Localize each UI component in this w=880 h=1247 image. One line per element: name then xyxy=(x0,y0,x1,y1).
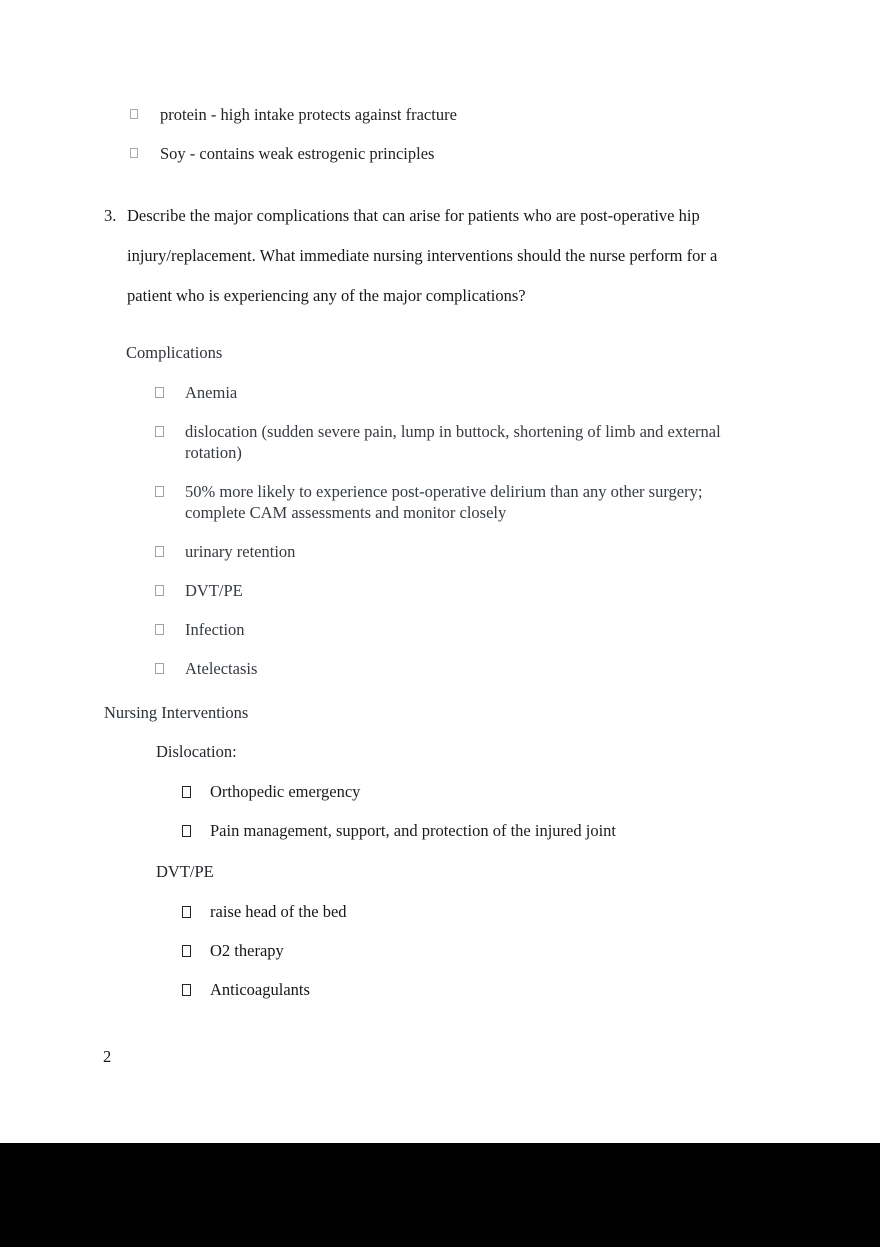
question-text: Describe the major complications that can arise for patients who are post-operative hip injury/replacement. What immediate nursing interventions should the nurse perform for a patient who is experiencing any of the major complications? xyxy=(127,206,718,305)
list-item xyxy=(155,481,767,523)
page-number: 2 xyxy=(103,1047,112,1066)
bullet-square-icon xyxy=(182,945,191,957)
list-item xyxy=(155,382,767,403)
list-item-text: Pain management, support, and protection of the injured joint xyxy=(210,821,616,840)
dvt-pe-subheading: DVT/PE xyxy=(156,862,214,881)
complications-heading: Complications xyxy=(126,343,223,362)
intro-bullet-list xyxy=(130,104,457,182)
bullet-square-icon xyxy=(155,387,164,398)
list-item-text: O2 therapy xyxy=(210,941,284,960)
list-item xyxy=(155,658,767,679)
list-item xyxy=(155,421,767,463)
list-item-text: Atelectasis xyxy=(185,659,258,678)
complications-bullet-list xyxy=(155,382,767,697)
bullet-square-icon xyxy=(182,984,191,996)
list-item xyxy=(182,820,616,841)
list-item xyxy=(155,580,767,601)
list-item-text: DVT/PE xyxy=(185,581,243,600)
bullet-square-icon xyxy=(182,825,191,837)
question-3 xyxy=(104,196,747,316)
question-number: 3. xyxy=(104,206,117,225)
list-item xyxy=(182,901,347,922)
dislocation-subheading: Dislocation: xyxy=(156,742,237,761)
bullet-square-icon xyxy=(182,906,191,918)
bullet-square-icon xyxy=(155,486,164,497)
list-item-text: Anemia xyxy=(185,383,238,402)
list-item xyxy=(130,104,457,125)
bullet-square-icon xyxy=(155,585,164,596)
list-item xyxy=(130,143,457,164)
bullet-square-icon xyxy=(155,426,164,437)
bullet-square-icon xyxy=(182,786,191,798)
list-item xyxy=(182,781,616,802)
bullet-square-icon xyxy=(155,624,164,635)
list-item-text: Anticoagulants xyxy=(210,980,310,999)
list-item-text: protein - high intake protects against fracture xyxy=(160,105,457,124)
list-item-text: urinary retention xyxy=(185,542,296,561)
dislocation-bullet-list xyxy=(182,781,616,859)
list-item-text: 50% more likely to experience post-operative delirium than any other surgery; complete CAM assessments and monitor closely xyxy=(185,482,703,522)
bullet-square-icon xyxy=(155,546,164,557)
list-item xyxy=(182,940,347,961)
list-item-text: Orthopedic emergency xyxy=(210,782,361,801)
nursing-interventions-heading: Nursing Interventions xyxy=(104,703,249,722)
list-item xyxy=(182,979,347,1000)
list-item xyxy=(155,619,767,640)
list-item-text: dislocation (sudden severe pain, lump in buttock, shortening of limb and external rotation) xyxy=(185,422,721,462)
footer-bar xyxy=(0,1143,880,1247)
list-item-text: Soy - contains weak estrogenic principles xyxy=(160,144,435,163)
list-item-text: Infection xyxy=(185,620,245,639)
list-item xyxy=(155,541,767,562)
bullet-square-icon xyxy=(155,663,164,674)
bullet-square-icon xyxy=(130,148,138,158)
list-item-text: raise head of the bed xyxy=(210,902,347,921)
bullet-square-icon xyxy=(130,109,138,119)
dvt-pe-bullet-list xyxy=(182,901,347,1018)
